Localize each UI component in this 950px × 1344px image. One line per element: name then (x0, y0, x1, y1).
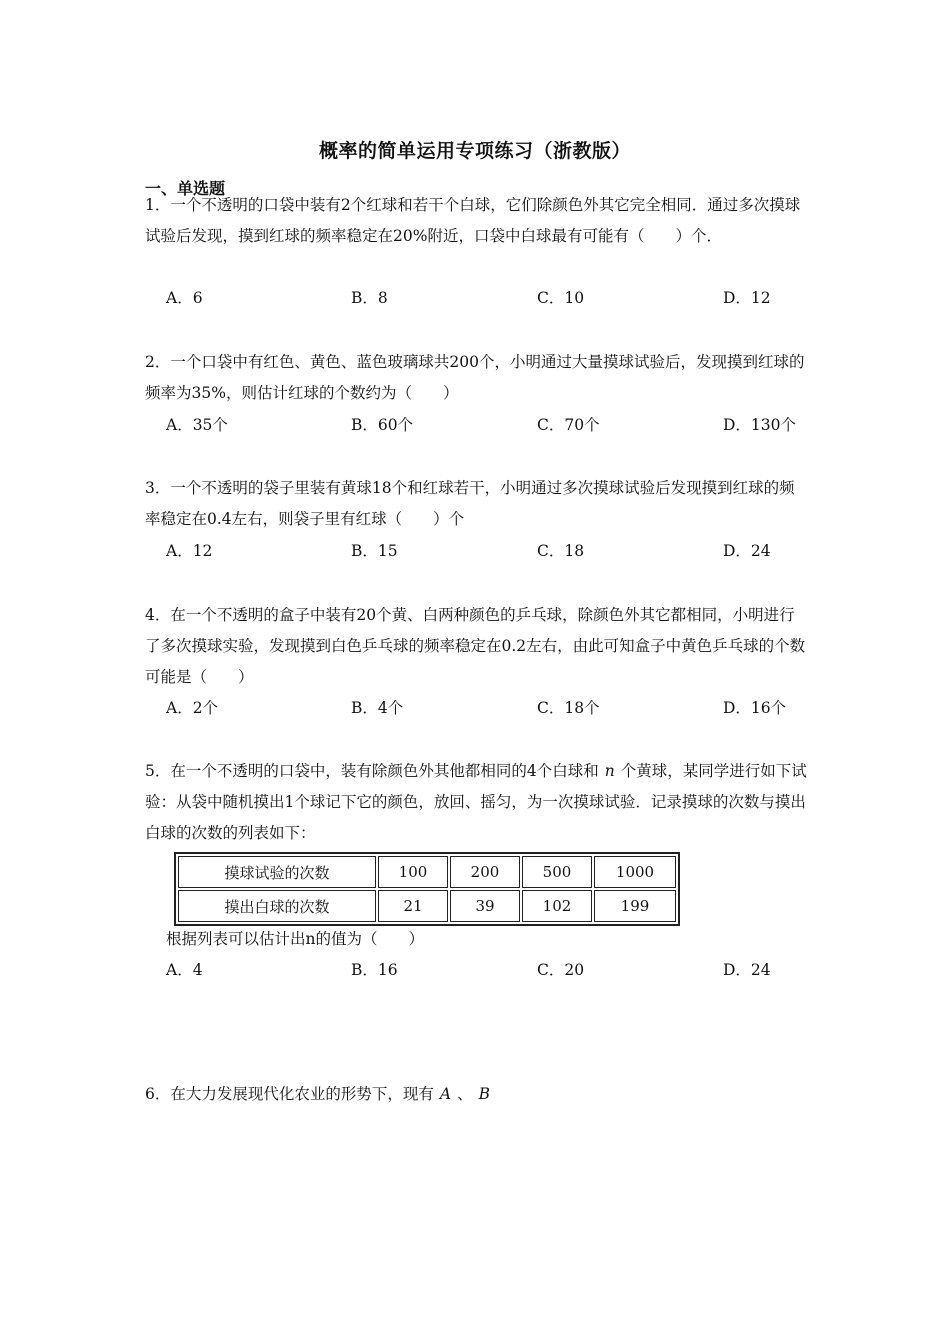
option-b[interactable]: B．4个 (351, 699, 404, 717)
table-cell: 39 (450, 890, 520, 922)
question-5-text-b: 个黄球，某同学进行如下试验：从袋中随机摸出1个球记下它的颜色，放回、摇匀，为一次摸球试验．记录摸球的次数与摸出白球的次数的列表如下： (145, 762, 807, 842)
table-cell: 100 (378, 856, 448, 888)
question-2: 2．一个口袋中有红色、黄色、蓝色玻璃球共200个，小明通过大量摸球试验后，发现摸到红球的频率为35%，则估计红球的个数约为（ ） (145, 353, 805, 402)
option-b[interactable]: B．8 (351, 289, 388, 307)
separator: 、 (457, 1085, 473, 1103)
option-a[interactable]: A．4 (166, 961, 203, 979)
question-6 (145, 1079, 810, 1110)
table-cell: 摸出白球的次数 (178, 890, 376, 922)
option-b[interactable]: B．15 (351, 542, 398, 560)
question-5 (145, 756, 810, 849)
question-4-options (0, 693, 950, 724)
question-5-text-a: 5．在一个不透明的口袋中，装有除颜色外其他都相同的4个白球和 (145, 762, 599, 780)
table-cell: 199 (594, 890, 676, 922)
question-1: 1．一个不透明的口袋中装有2个红球和若干个白球，它们除颜色外其它完全相同．通过多次摸球试验后发现，摸到红球的频率稳定在20%附近，口袋中白球最有可能有（ ）个． (145, 196, 801, 245)
variable-a: A (439, 1085, 452, 1103)
variable-b: B (478, 1085, 490, 1103)
option-c[interactable]: C．18 (537, 542, 585, 560)
option-a[interactable]: A．12 (166, 542, 213, 560)
question-4: 4．在一个不透明的盒子中装有20个黄、白两种颜色的乒乓球，除颜色外其它都相同，小明进行了多次摸球实验，发现摸到白色乒乓球的频率稳定在0.2左右，由此可知盒子中黄色乒乓球的个数可能是（ ） (145, 606, 806, 686)
option-a[interactable]: A．6 (166, 289, 203, 307)
table-cell: 21 (378, 890, 448, 922)
table-cell: 102 (522, 890, 592, 922)
option-b[interactable]: B．60个 (351, 416, 414, 434)
question-5-options (0, 955, 950, 986)
option-d[interactable]: D．130个 (723, 416, 797, 434)
question-2-options (0, 410, 950, 441)
option-c[interactable]: C．18个 (537, 699, 600, 717)
table-cell: 200 (450, 856, 520, 888)
table-cell: 摸球试验的次数 (178, 856, 376, 888)
question-3: 3．一个不透明的袋子里装有黄球18个和红球若干，小明通过多次摸球试验后发现摸到红球的频率稳定在0.4左右，则袋子里有红球（ ）个 (145, 479, 795, 528)
section-heading: 一、单选题 (145, 179, 226, 198)
question-6-text: 6．在大力发展现代化农业的形势下，现有 (145, 1085, 434, 1103)
option-a[interactable]: A．2个 (166, 699, 219, 717)
option-a[interactable]: A．35个 (166, 416, 228, 434)
variable-n: n (604, 762, 615, 780)
option-c[interactable]: C．20 (537, 961, 585, 979)
option-b[interactable]: B．16 (351, 961, 398, 979)
option-c[interactable]: C．10 (537, 289, 585, 307)
table-row (178, 856, 676, 888)
option-c[interactable]: C．70个 (537, 416, 600, 434)
option-d[interactable]: D．24 (723, 961, 771, 979)
option-d[interactable]: D．24 (723, 542, 771, 560)
table-cell: 500 (522, 856, 592, 888)
table-row (178, 890, 676, 922)
option-d[interactable]: D．16个 (723, 699, 787, 717)
question-1-options (0, 283, 950, 314)
option-d[interactable]: D．12 (723, 289, 771, 307)
question-5-prompt: 根据列表可以估计出n的值为（ ） (166, 930, 424, 948)
page-title: 概率的简单运用专项练习（浙教版） (318, 140, 631, 162)
question-3-options (0, 536, 950, 567)
frequency-table (174, 852, 680, 926)
table-cell: 1000 (594, 856, 676, 888)
